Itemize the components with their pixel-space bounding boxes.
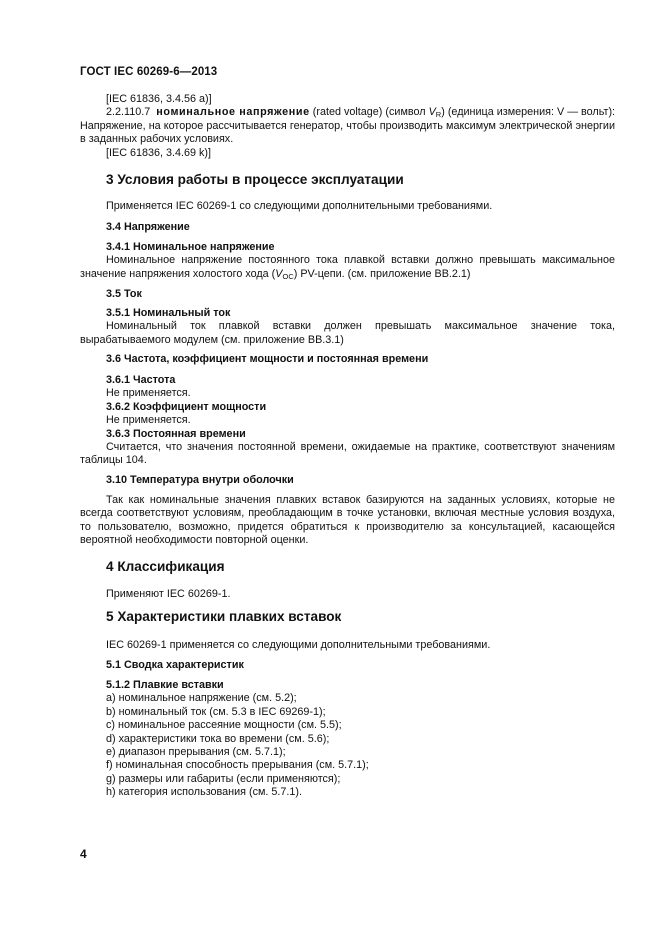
section-3-6-3-heading: 3.6.3 Постоянная времени [106, 427, 246, 440]
symbol-subscript: R [435, 110, 442, 120]
section-3-6-1-text: Не применяется. [106, 387, 191, 400]
section-5-intro-wrap [80, 639, 615, 652]
section-3-4-heading: 3.4 Напряжение [106, 221, 190, 233]
symbol-v: V [428, 106, 436, 119]
section-3-4-1-text [80, 254, 615, 281]
section-3-10-wrap [80, 474, 615, 487]
s341-part-b: ) PV-цепи. (см. приложение BB.2.1) [293, 267, 471, 280]
section-5-1-heading: 5.1 Сводка характеристик [106, 659, 244, 671]
section-3-10-text-wrap [80, 494, 615, 548]
section-3-6-sub-wrap [80, 374, 615, 468]
reference-1: [IEC 61836, 3.4.56 a)] [106, 93, 212, 105]
section-3-4-1-heading: 3.4.1 Номинальное напряжение [106, 241, 275, 253]
definition-block [80, 93, 615, 160]
section-3-4-1-wrap [80, 241, 615, 281]
section-5-intro: IEC 60269-1 применяется со следующими дополнительными требованиями. [106, 639, 491, 651]
document-code-header: ГОСТ IEC 60269-6—2013 [80, 66, 218, 78]
section-3-6-3-text: Считается, что значения постоянной времени, ожидаемые на практике, соответствуют значениям таблицы 104. [80, 441, 615, 467]
list-item: d) характеристики тока во времени (см. 5.6); [106, 732, 330, 745]
section-5-1-2-heading: 5.1.2 Плавкие вставки [106, 679, 224, 691]
list-item: h) категория использования (см. 5.7.1). [106, 786, 303, 799]
s341-part-a: Номинальное напряжение постоянного тока плавкой вставки должно превышать максимальное значение напряжения холостого хода ( [80, 254, 615, 280]
list-item: a) номинальное напряжение (см. 5.2); [106, 692, 297, 705]
section-3-10-heading: 3.10 Температура внутри оболочки [106, 474, 294, 486]
section-3-5-heading: 3.5 Ток [106, 288, 142, 300]
list-item: e) диапазон прерывания (см. 5.7.1); [106, 746, 286, 759]
section-3-intro: Применяется IEC 60269-1 со следующими дополнительными требованиями. [106, 200, 493, 212]
section-3-4-wrap [80, 221, 615, 234]
section-3-6-2-text: Не применяется. [106, 414, 191, 427]
section-5-1-wrap [80, 659, 615, 672]
definition-part-b: ) (единица измерения: V — вольт): Напряжение, на которое рассчитывается генератор, чтобы производить максимум электрической энергии в заданных рабочих условиях. [80, 106, 616, 146]
section-3-6-2-heading: 3.6.2 Коэффициент мощности [106, 400, 267, 413]
definition-term: номинальное напряжение [156, 106, 310, 119]
definition-2-2-110-7 [80, 106, 615, 146]
section-4-text-wrap [80, 588, 615, 601]
section-3-5-wrap [80, 288, 615, 301]
section-5-1-2-wrap [80, 679, 615, 800]
section-3-5-1-heading: 3.5.1 Номинальный ток [106, 307, 231, 319]
list-item: b) номинальный ток (см. 5.3 в IEC 69269-1); [106, 705, 326, 718]
symbol-voc-subscript: OC [282, 271, 294, 281]
section-4-text: Применяют IEC 60269-1. [106, 588, 231, 600]
section-5-title-wrap [80, 610, 615, 623]
section-3-5-1-wrap [80, 307, 615, 347]
list-item: f) номинальная способность прерывания (см. 5.7.1); [106, 759, 369, 772]
section-3-title: 3 Условия работы в процессе эксплуатации [106, 172, 404, 187]
section-4-title: 4 Классификация [106, 559, 225, 574]
list-item: g) размеры или габариты (если применяются); [106, 772, 341, 785]
section-4-title-wrap [80, 560, 615, 573]
section-3-5-1-text: Номинальный ток плавкой вставки должен превышать максимальное значение тока, вырабатываемого модулем (см. приложение BB.3.1) [80, 320, 615, 346]
symbol-voc: V [275, 267, 283, 280]
definition-number: 2.2.110.7 [106, 106, 151, 119]
reference-2: [IEC 61836, 3.4.69 k)] [106, 146, 212, 159]
section-3-intro-wrap [80, 200, 615, 213]
definition-part-a: (rated voltage) (символ [312, 106, 426, 119]
section-3-10-text: Так как номинальные значения плавких вставок базируются на заданных условиях, которые не всегда соответствуют условиям, преобладающим в точке установки, включая местные условия воздуха, то пользователю, возможно, придется обратиться к производителю за консультацией, касающейся вероятной необходимости повторной оценки. [80, 494, 615, 547]
list-item: c) номинальное рассеяние мощности (см. 5.5); [106, 719, 342, 732]
page-number: 4 [80, 847, 87, 861]
section-3-6-1-heading: 3.6.1 Частота [106, 374, 176, 386]
section-5-title: 5 Характеристики плавких вставок [106, 609, 342, 624]
section-3-6-wrap [80, 353, 615, 366]
section-3-title-wrap [80, 173, 615, 186]
section-3-6-heading: 3.6 Частота, коэффициент мощности и постоянная времени [106, 353, 429, 365]
